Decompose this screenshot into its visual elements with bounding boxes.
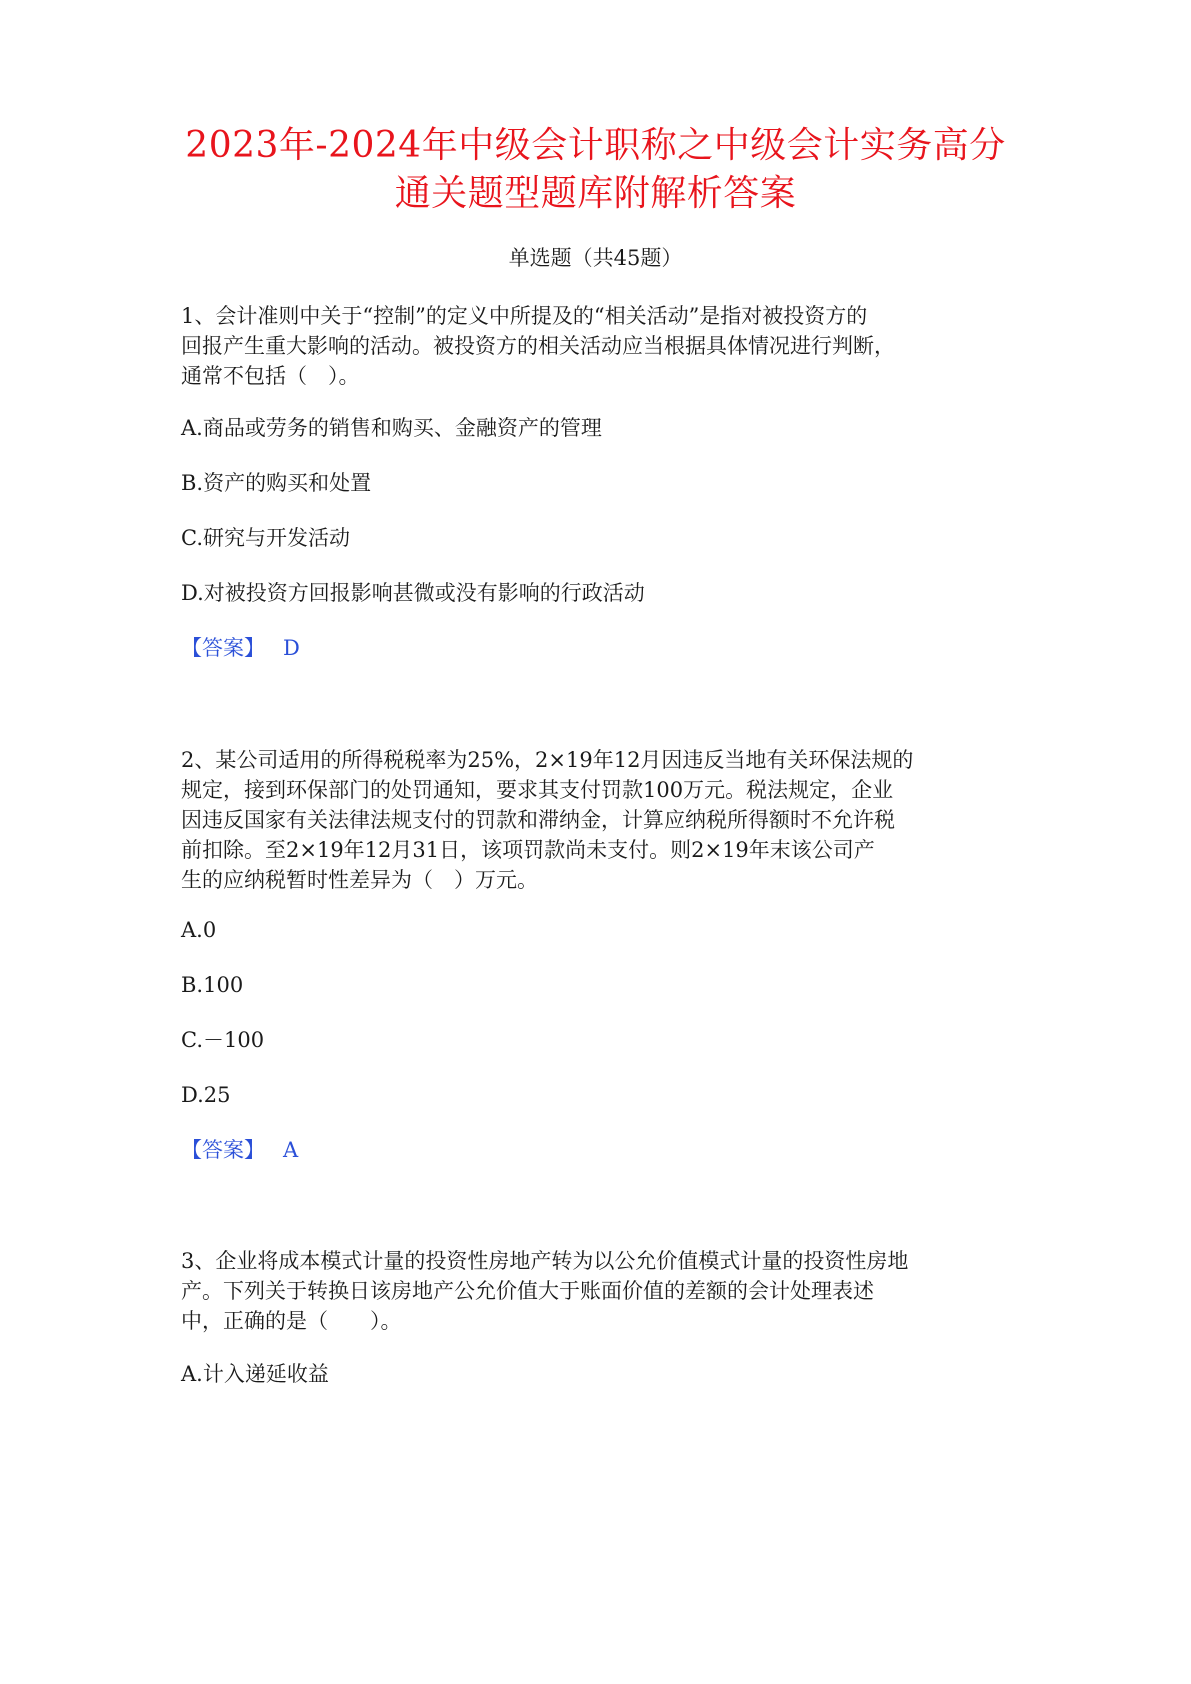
question-1-option-d: D.对被投资方回报影响甚微或没有影响的行政活动 xyxy=(181,581,645,605)
answer-value: D xyxy=(283,636,300,660)
question-2-stem-line-2: 规定，接到环保部门的处罚通知，要求其支付罚款100万元。税法规定，企业 xyxy=(181,778,894,802)
question-3-stem-line-2: 产。下列关于转换日该房地产公允价值大于账面价值的差额的会计处理表述 xyxy=(181,1279,874,1303)
answer-label: 【答案】 xyxy=(181,1138,265,1162)
question-2-option-a: A.0 xyxy=(181,918,217,942)
question-1-stem-line-2: 回报产生重大影响的活动。被投资方的相关活动应当根据具体情况进行判断， xyxy=(181,334,895,358)
question-1-option-b: B.资产的购买和处置 xyxy=(181,471,372,495)
question-2-stem-line-4: 前扣除。至2×19年12月31日，该项罚款尚未支付。则2×19年末该公司产 xyxy=(181,838,875,862)
question-3-option-a: A.计入递延收益 xyxy=(181,1362,329,1386)
question-3-stem-line-1: 3、企业将成本模式计量的投资性房地产转为以公允价值模式计量的投资性房地 xyxy=(181,1249,909,1273)
answer-label: 【答案】 xyxy=(181,636,265,660)
question-2-stem-line-1: 2、某公司适用的所得税税率为25%，2×19年12月因违反当地有关环保法规的 xyxy=(181,748,914,772)
question-1-stem-line-3: 通常不包括（ ）。 xyxy=(181,364,360,388)
question-1-option-a: A.商品或劳务的销售和购买、金融资产的管理 xyxy=(181,416,602,440)
answer-value: A xyxy=(283,1138,299,1162)
question-2-option-c: C.－100 xyxy=(181,1028,265,1052)
question-2-stem-line-5: 生的应纳税暂时性差异为（ ）万元。 xyxy=(181,868,538,892)
question-1-stem-line-1: 1、会计准则中关于“控制”的定义中所提及的“相关活动”是指对被投资方的 xyxy=(181,304,868,328)
question-2-option-d: D.25 xyxy=(181,1083,231,1107)
question-1-option-c: C.研究与开发活动 xyxy=(181,526,350,550)
section-heading: 单选题（共45题） xyxy=(508,246,683,270)
question-2-stem-line-3: 因违反国家有关法律法规支付的罚款和滞纳金，计算应纳税所得额时不允许税 xyxy=(181,808,895,832)
question-3-stem-line-3: 中，正确的是（ ）。 xyxy=(181,1309,402,1333)
question-2-option-b: B.100 xyxy=(181,973,244,997)
document-title-line-1: 2023年-2024年中级会计职称之中级会计实务高分 xyxy=(185,125,1006,166)
document-title-line-2: 通关题型题库附解析答案 xyxy=(394,173,797,214)
question-2-answer xyxy=(181,1134,298,1166)
question-1-answer xyxy=(181,632,300,664)
